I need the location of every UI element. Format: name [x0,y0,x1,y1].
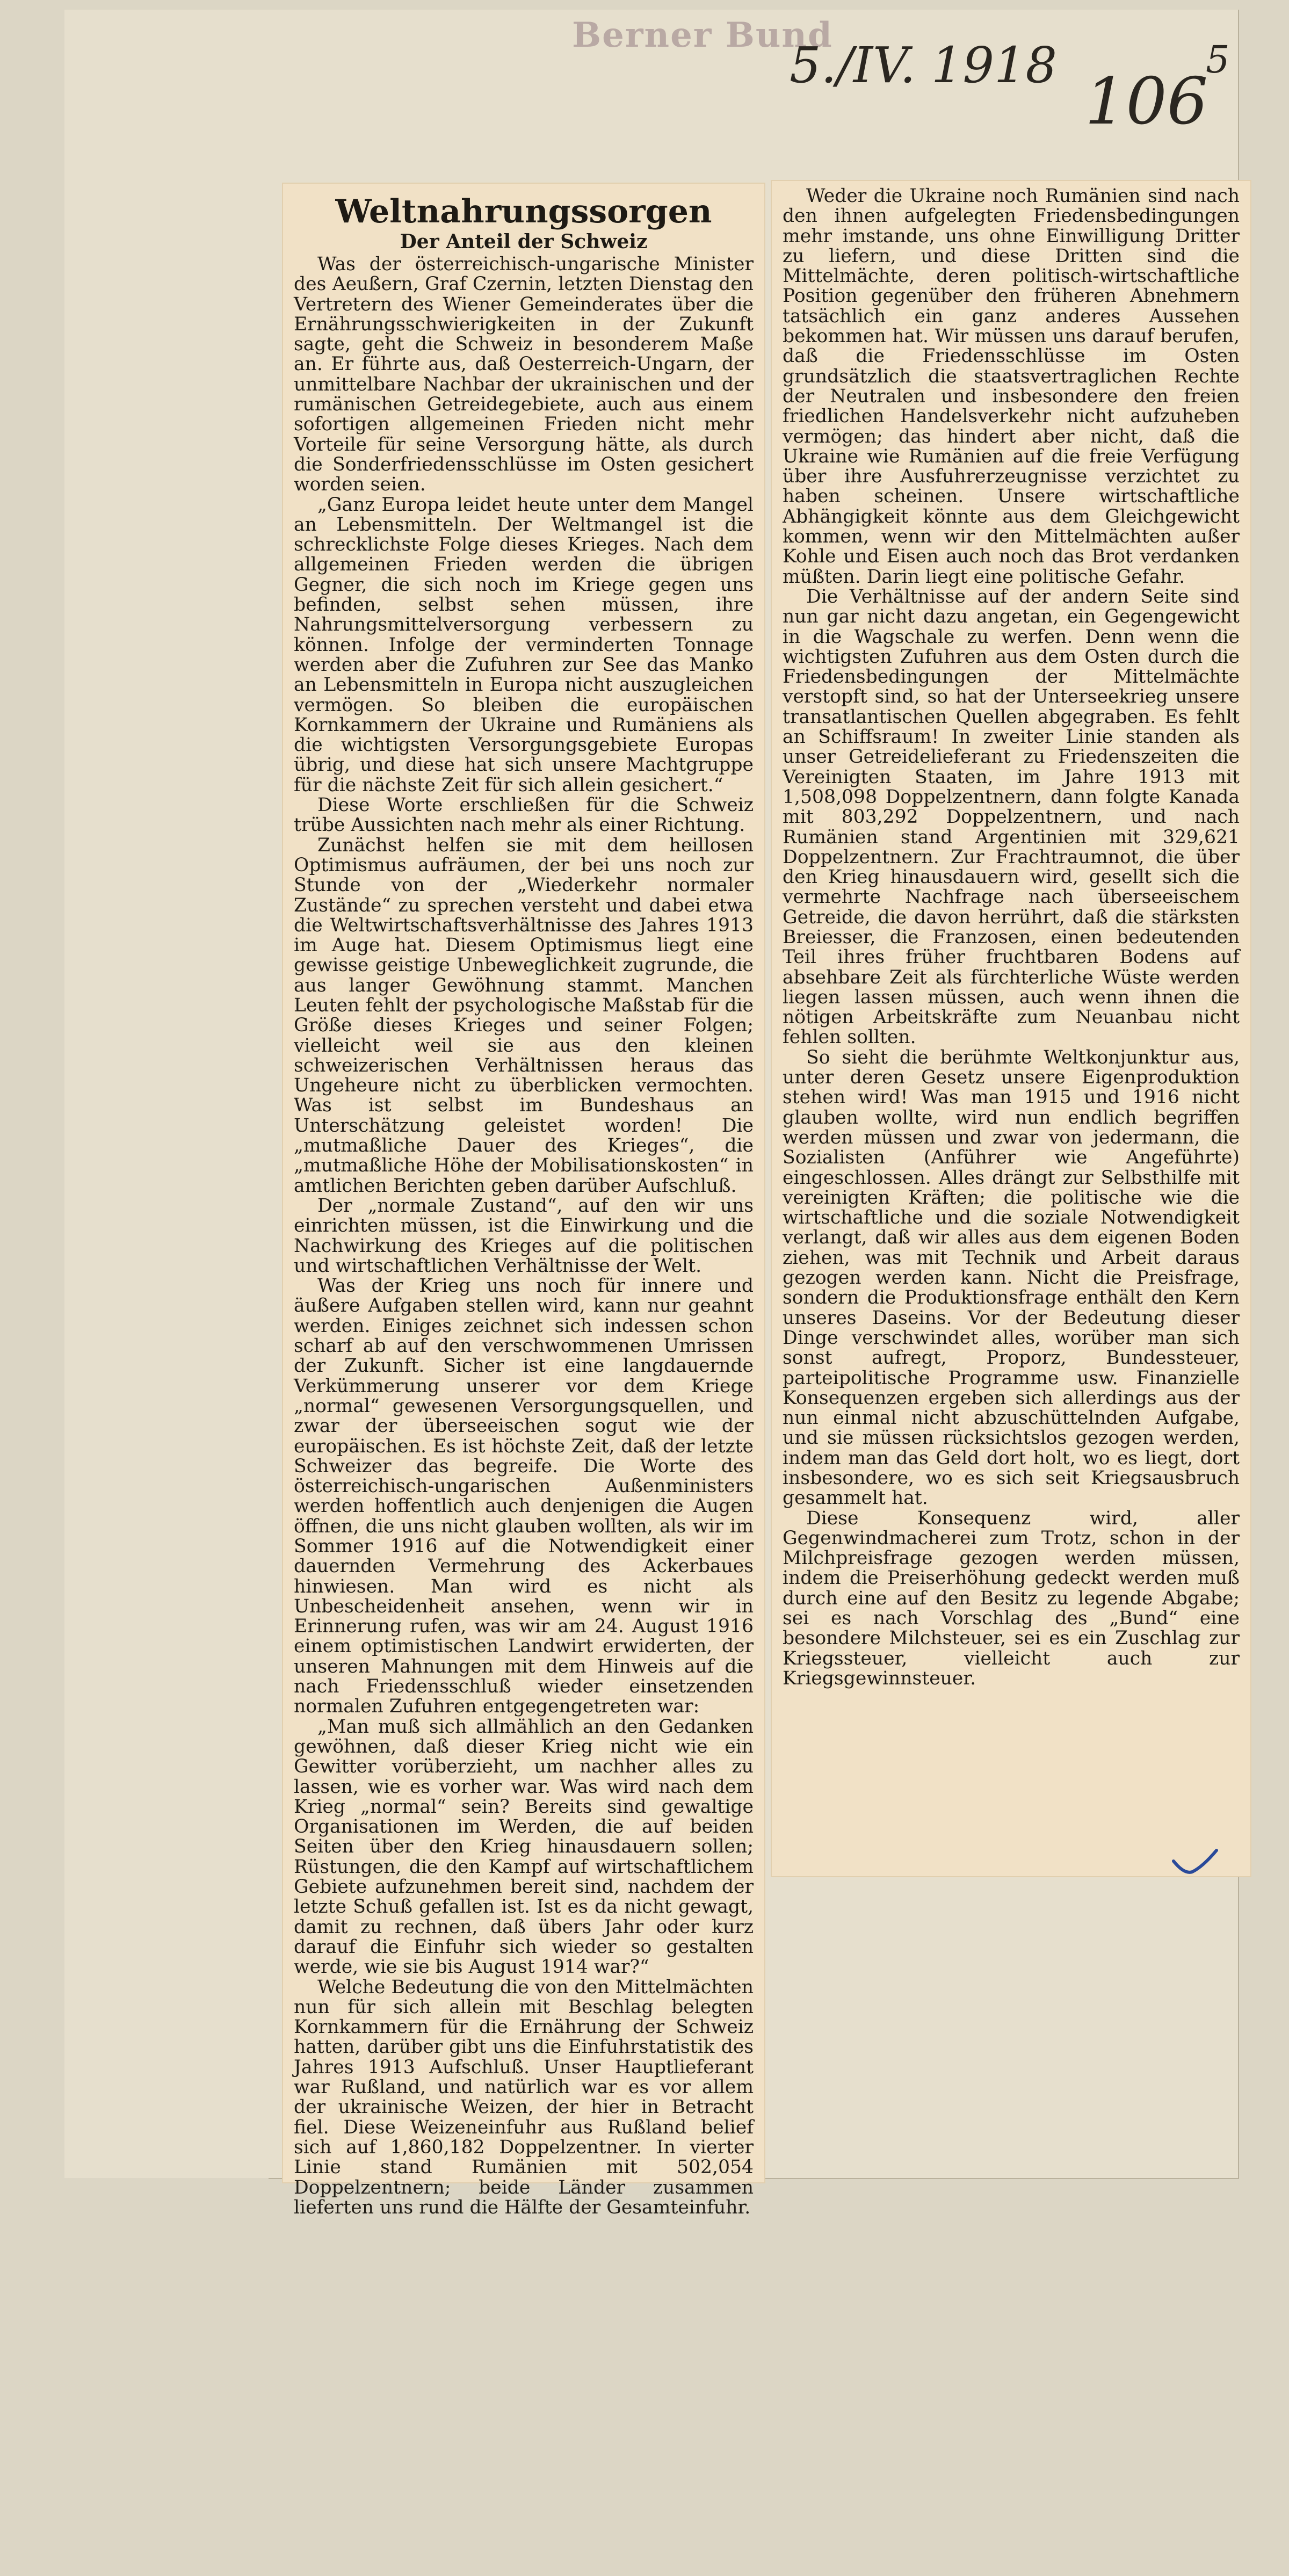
left-column-text [282,183,765,2218]
paragraph: Welche Bedeutung die von den Mittelmächten nun für sich allein mit Beschlag belegten Kornkammern für die Ernährung der Schweiz hatten, darüber gibt uns die Einfuhrstatistik des Jahres 1913 Aufschluß. Unser Hauptlieferant war Rußland, und natürlich war es vor allem der ukrainische Weizen, der hier in Betracht fiel. Diese Weizeneinfuhr aus Rußland belief sich auf 1,860,182 Doppelzentner. In vierter Linie stand Rumänien mit 502,054 Doppelzentnern; beide Länder zusammen lieferten uns rund die Hälfte der Gesamteinfuhr. [294,1976,754,2218]
handwritten-page-superscript: 5 [1206,38,1230,82]
paragraph: So sieht die berühmte Weltkonjunktur aus, unter deren Gesetz unsere Eigenproduktion stehen wird! Was man 1915 und 1916 nicht glauben wollte, wird nun endlich begriffen werden müssen und zwar von jedermann, die Sozialisten (Anführer wie Angeführte) eingeschlossen. Alles drängt zur Selbsthilfe mit vereinigten Kräften; die politische wie die wirtschaftliche und die soziale Notwendigkeit verlangt, daß wir alles aus dem eigenen Boden ziehen, was mit Technik und Arbeit daraus gezogen werden kann. Nicht die Preisfrage, sondern die Produktionsfrage enthält den Kern unseres Daseins. Vor der Bedeutung dieser Dinge verschwindet alles, worüber man sich sonst aufregt, Proporz, Bundessteuer, parteipolitische Programme usw. Finanzielle Konsequenzen ergeben sich allerdings aus der nun einmal nicht abzuschüttelnden Aufgabe, und sie müssen rücksichtslos gezogen werden, indem man das Geld dort holt, wo es liegt, dort insbesondere, wo es sich seit Kriegsausbruch gesammelt hat. [783,1046,1240,1509]
paragraph: Diese Konsequenz wird, aller Gegenwindmacherei zum Trotz, schon in der Milchpreisfrage gezogen werden müssen, indem die Preiserhöhung gedeckt werden muß durch eine auf den Besitz zu legende Abgabe; sei es nach Vorschlag des „Bund“ eine besondere Milchsteuer, sei es ein Zuschlag zur Kriegssteuer, vielleicht auch zur Kriegsgewinnsteuer. [783,1507,1240,1689]
paragraph: Diese Worte erschließen für die Schweiz trübe Aussichten nach mehr als einer Richtung. [294,794,754,836]
paragraph: „Man muß sich allmählich an den Gedanken gewöhnen, daß dieser Krieg nicht wie ein Gewitter vorüberzieht, um nachher alles zu lassen, wie es vorher war. Was wird nach dem Krieg „normal“ sein? Bereits sind gewaltige Organisationen im Werden, die auf beiden Seiten über den Krieg hinausdauern sollen; Rüstungen, die den Kampf auf wirtschaftlichem Gebiete aufzunehmen bereit sind, nachdem der letzte Schuß gefallen ist. Ist es da nicht gewagt, damit zu rechnen, daß übers Jahr oder kurz darauf die Einfuhr sich wieder so gestalten werde, wie sie bis August 1914 war?“ [294,1716,754,1978]
paragraph: „Ganz Europa leidet heute unter dem Mangel an Lebensmitteln. Der Weltmangel ist die schrecklichste Folge dieses Krieges. Nach dem allgemeinen Frieden werden die übrigen Gegner, die sich noch im Kriege gegen uns befinden, selbst sehen müssen, ihre Nahrungsmittelversorgung verbessern zu können. Infolge der verminderten Tonnage werden aber die Zufuhren zur See das Manko an Lebensmitteln in Europa nicht auszugleichen vermögen. So bleiben die europäischen Kornkammern der Ukraine und Rumäniens als die wichtigsten Versorgungsgebiete Europas übrig, und diese hat sich unsere Machtgruppe für die nächste Zeit für sich allein gesichert.“ [294,494,754,796]
paragraph: Weder die Ukraine noch Rumänien sind nach den ihnen aufgelegten Friedensbedingungen mehr imstande, uns ohne Einwilligung Dritter zu liefern, und diese Dritten sind die Mittelmächte, deren politisch-wirtschaftliche Position gegenüber den früheren Abnehmern tatsächlich ein ganz anderes Aussehen bekommen hat. Wir müssen uns darauf berufen, daß die Friedensschlüsse im Osten grundsätzlich die staatsvertraglichen Rechte der Neutralen und insbesondere den freien friedlichen Handelsverkehr nicht aufzuheben vermögen; das hindert aber nicht, daß die Ukraine wie Rumänien auf die freie Verfügung über ihre Ausfuhrerzeugnisse verzichtet zu haben scheinen. Unsere wirtschaftliche Abhängigkeit könnte aus dem Gleichgewicht kommen, wenn wir den Mittelmächten außer Kohle und Eisen auch noch das Brot verdanken müßten. Darin liegt eine politische Gefahr. [783,185,1240,588]
clipping-right-column [771,180,1251,1877]
handwritten-date: 5./IV. 1918 [790,37,1058,94]
right-column-text [771,186,1251,1689]
checkmark-icon [1171,1848,1219,1880]
article-subtitle: Der Anteil der Schweiz [400,230,648,253]
clipping-left-column [282,183,765,2218]
paragraph: Zunächst helfen sie mit dem heillosen Optimismus aufräumen, der bei uns noch zur Stunde von der „Wiederkehr normaler Zustände“ zu sprechen versteht und dabei etwa die Weltwirtschaftsverhältnisse des Jahres 1913 im Auge hat. Diesem Optimismus liegt eine gewisse geistige Unbeweglichkeit zugrunde, die aus langer Gewöhnung stammt. Manchen Leuten fehlt der psychologische Maßstab für die Größe dieses Krieges und seiner Folgen; vielleicht weil sie aus den kleinen schweizerischen Verhältnissen heraus das Ungeheure nicht zu überblicken vermochten. Was ist selbst im Bundeshaus an Unterschätzung geleistet worden! Die „mutmaßliche Dauer des Krieges“, die „mutmaßliche Höhe der Mobilisationskosten“ in amtlichen Berichten geben darüber Aufschluß. [294,834,754,1197]
article-title: Weltnahrungssorgen [335,193,712,230]
paragraph: Die Verhältnisse auf der andern Seite sind nun gar nicht dazu angetan, ein Gegengewicht in die Wagschale zu werfen. Denn wenn die wichtigsten Zufuhren aus dem Osten durch die Friedensbedingungen der Mittelmächte verstopft sind, so hat der Unterseekrieg unsere transatlantischen Quellen abgegraben. Es fehlt an Schiffsraum! In zweiter Linie standen als unser Getreidelieferant zu Friedenszeiten die Vereinigten Staaten, im Jahre 1913 mit 1,508,098 Doppelzentnern, dann folgte Kanada mit 803,292 Doppelzentnern, und nach Rumänien stand Argentinien mit 329,621 Doppelzentnern. Zur Frachtraumnot, die über den Krieg hinausdauern wird, gesellt sich die vermehrte Nachfrage nach überseeischem Getreide, die davon herrührt, daß die stärksten Breiesser, die Franzosen, einen bedeutenden Teil ihres früher fruchtbaren Bodens auf absehbare Zeit als fürchterliche Wüste werden liegen lassen müssen, auch wenn ihnen die nötigen Arbeitskräfte zum Neuanbau nicht fehlen sollten. [783,585,1240,1048]
paragraph: Was der österreichisch-ungarische Minister des Aeußern, Graf Czernin, letzten Dienstag den Vertretern des Wiener Gemeinderates über die Ernährungsschwierigkeiten in der Zukunft sagte, geht die Schweiz in besonderem Maße an. Er führte aus, daß Oesterreich-Ungarn, der unmittelbare Nachbar der ukrainischen und der rumänischen Getreidegebiete, auch aus einem sofortigen allgemeinen Frieden nicht mehr Vorteile für seine Versorgung hätte, als durch die Sonderfriedensschlüsse im Osten gesichert worden seien. [294,254,754,496]
handwritten-page-number: 106 [1085,64,1208,139]
mounting-board-gap [64,2178,269,2575]
paragraph: Was der Krieg uns noch für innere und äußere Aufgaben stellen wird, kann nur geahnt werden. Einiges zeichnet sich indessen schon scharf ab auf den verschwommenen Umrissen der Zukunft. Sicher ist eine langdauernde Verkümmerung unserer vor dem Kriege „normal“ gewesenen Versorgungsquellen, und zwar der überseeischen sogut wie der europäischen. Es ist höchste Zeit, daß der letzte Schweizer das begreife. Die Worte des österreichisch-ungarischen Außenministers werden hoffentlich auch denjenigen die Augen öffnen, die uns nicht glauben wollten, als wir im Sommer 1916 auf die Notwendigkeit einer dauernden Vermehrung des Ackerbaues hinwiesen. Man wird es nicht als Unbescheidenheit ansehen, wenn wir in Erinnerung rufen, was wir am 24. August 1916 einem optimistischen Landwirt erwiderten, der unseren Mahnungen mit dem Hinweis auf die nach Friedensschluß wieder einsetzenden normalen Zufuhren entgegengetreten war: [294,1275,754,1718]
paragraph: Der „normale Zustand“, auf den wir uns einrichten müssen, ist die Einwirkung und die Nachwirkung des Krieges auf die politischen und wirtschaftlichen Verhältnisse der Welt. [294,1195,754,1277]
newspaper-stamp: Berner Bund [572,15,833,55]
